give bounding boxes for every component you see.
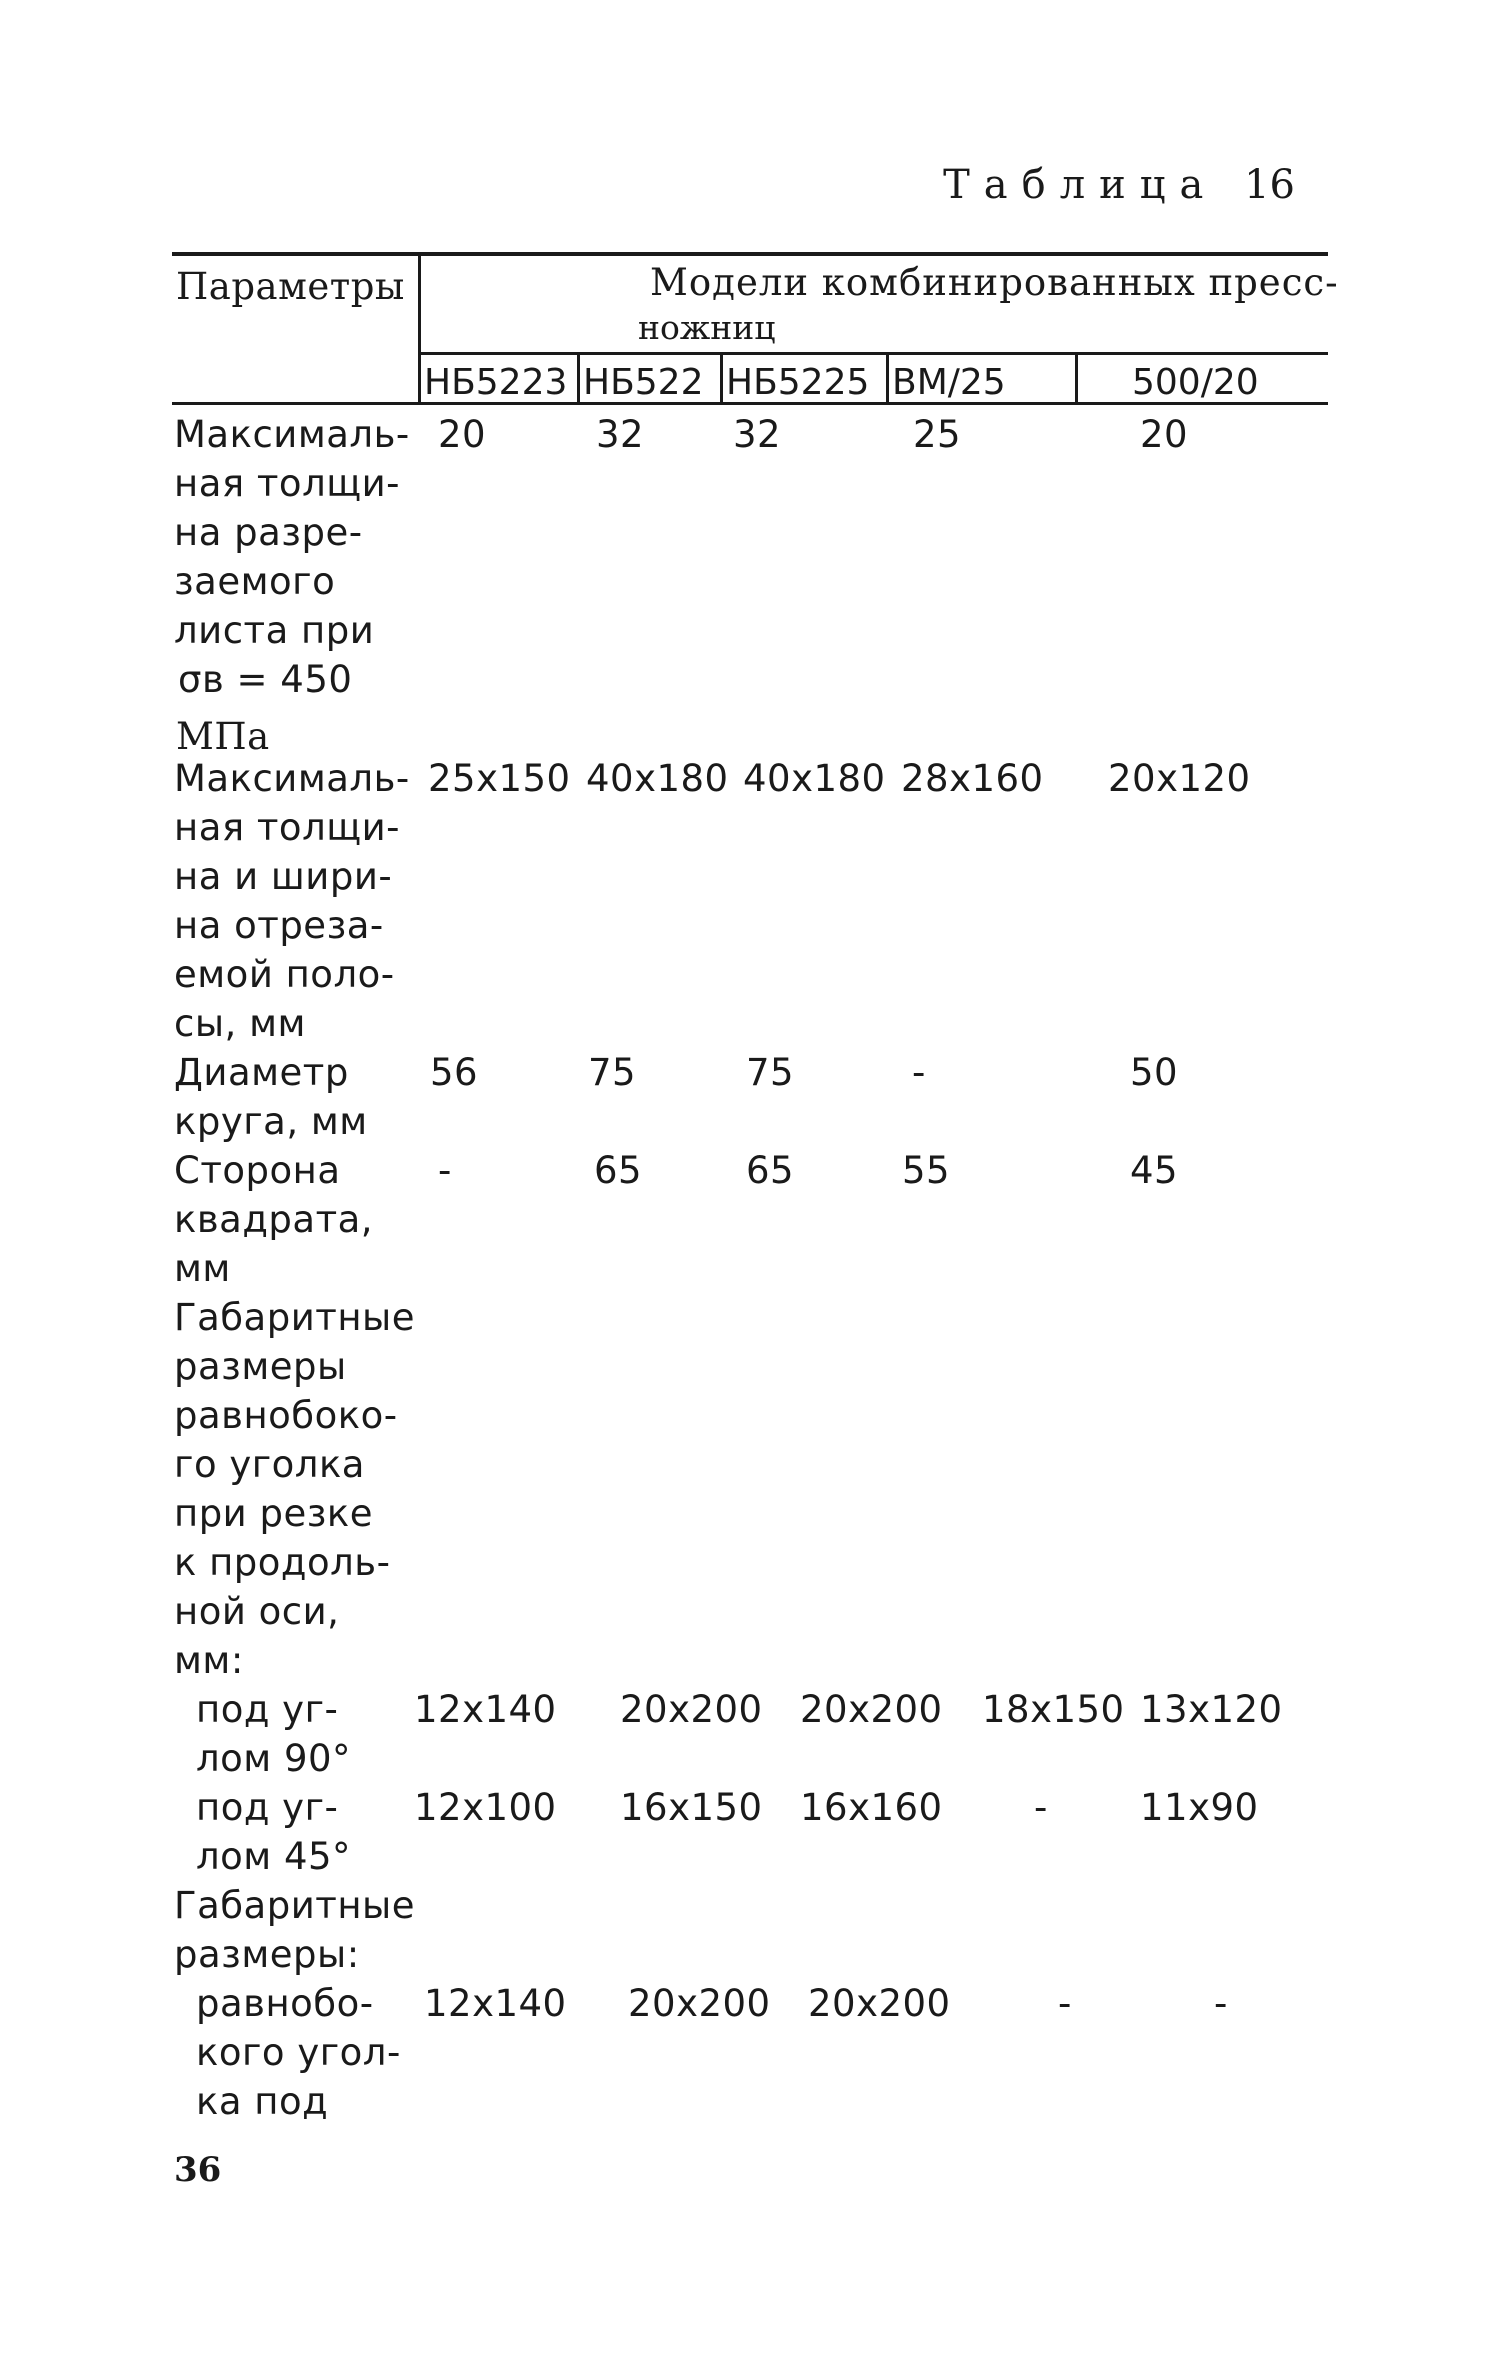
cell-value: 40x180 bbox=[586, 757, 729, 800]
cell-value: 13x120 bbox=[1140, 1688, 1283, 1731]
cell-value: 20x200 bbox=[808, 1982, 951, 2025]
models-header-line1: Модели комбинированных пресс- bbox=[650, 261, 1339, 304]
cell-value: 32 bbox=[733, 413, 782, 456]
cell-value: 50 bbox=[1130, 1051, 1179, 1094]
cell-value: - bbox=[1214, 1982, 1228, 2025]
cell-value: 12x100 bbox=[414, 1786, 557, 1829]
page-number: 36 bbox=[174, 2150, 222, 2190]
row-label-line: ная толщи- bbox=[174, 462, 400, 505]
cell-value: 20x200 bbox=[620, 1688, 763, 1731]
row-label-line: Сторона bbox=[174, 1149, 341, 1192]
row-label-line: ная толщи- bbox=[174, 806, 400, 849]
cell-value: 65 bbox=[746, 1149, 795, 1192]
row-label-line: Габаритные bbox=[174, 1884, 415, 1927]
row-label-line: на отреза- bbox=[174, 904, 384, 947]
params-header: Параметры bbox=[176, 265, 405, 308]
cell-value: 20x200 bbox=[800, 1688, 943, 1731]
row-label-line: ной оси, bbox=[174, 1590, 340, 1633]
col-header-4: ВМ/25 bbox=[892, 362, 1006, 403]
cell-value: 25 bbox=[913, 413, 962, 456]
row-label-line: Диаметр bbox=[174, 1051, 349, 1094]
cell-value: 40x180 bbox=[743, 757, 886, 800]
row-label-line: кого угол- bbox=[196, 2031, 401, 2074]
cell-value: 65 bbox=[594, 1149, 643, 1192]
row-label-line: емой поло- bbox=[174, 953, 395, 996]
row-label-line: заемого bbox=[174, 560, 336, 603]
cell-value: 20 bbox=[438, 413, 487, 456]
row-label-line: при резке bbox=[174, 1492, 374, 1535]
row-label-line: квадрата, bbox=[174, 1198, 374, 1241]
row-label-line: круга, мм bbox=[174, 1100, 368, 1143]
row-label-line: равнобо- bbox=[196, 1982, 374, 2025]
row-label-line: размеры bbox=[174, 1345, 347, 1388]
cell-value: 20x200 bbox=[628, 1982, 771, 2025]
cell-value: 11x90 bbox=[1140, 1786, 1259, 1829]
row-label-line: листа при bbox=[174, 609, 375, 652]
cell-value: 56 bbox=[430, 1051, 479, 1094]
cell-value: 20 bbox=[1140, 413, 1189, 456]
row-label-line: размеры: bbox=[174, 1933, 360, 1976]
row-label-line: мм: bbox=[174, 1639, 244, 1682]
caption-number: 16 bbox=[1244, 162, 1295, 208]
cell-value: 16x150 bbox=[620, 1786, 763, 1829]
row-label-line: сы, мм bbox=[174, 1002, 306, 1045]
cell-value: 12x140 bbox=[414, 1688, 557, 1731]
col-header-5: 500/20 bbox=[1132, 362, 1259, 403]
row-label-line: под уг- bbox=[196, 1786, 339, 1829]
cell-value: 28x160 bbox=[901, 757, 1044, 800]
row-label-line: Максималь- bbox=[174, 757, 410, 800]
cell-value: 20x120 bbox=[1108, 757, 1251, 800]
cell-value: 75 bbox=[746, 1051, 795, 1094]
row-label-line: го уголка bbox=[174, 1443, 365, 1486]
row-label-line: мм bbox=[174, 1247, 231, 1290]
cell-value: 55 bbox=[902, 1149, 951, 1192]
row-label-line: МПа bbox=[176, 715, 270, 758]
table-top-rule bbox=[172, 252, 1328, 256]
cell-value: - bbox=[912, 1051, 926, 1094]
cell-value: 25x150 bbox=[428, 757, 571, 800]
row-label-line: Максималь- bbox=[174, 413, 410, 456]
row-label-line: лом 45° bbox=[196, 1835, 352, 1878]
caption-word: Таблица bbox=[943, 162, 1218, 208]
cell-value: 18x150 bbox=[982, 1688, 1125, 1731]
cell-value: - bbox=[1034, 1786, 1048, 1829]
row-label-line: ка под bbox=[196, 2080, 329, 2123]
cell-value: - bbox=[438, 1149, 452, 1192]
row-label-line: лом 90° bbox=[196, 1737, 352, 1780]
cell-value: 45 bbox=[1130, 1149, 1179, 1192]
row-label-line: к продоль- bbox=[174, 1541, 391, 1584]
col-header-2: НБ522 bbox=[583, 362, 704, 403]
col-header-1: НБ5223 bbox=[424, 362, 568, 403]
row-label-line: на и шири- bbox=[174, 855, 393, 898]
col-header-3: НБ5225 bbox=[726, 362, 870, 403]
models-header-line2: ножниц bbox=[638, 308, 776, 347]
cell-value: 12x140 bbox=[424, 1982, 567, 2025]
cell-value: 75 bbox=[588, 1051, 637, 1094]
col-divider-2 bbox=[720, 354, 723, 402]
cell-value: 32 bbox=[596, 413, 645, 456]
header-vertical-rule bbox=[418, 256, 421, 404]
col-divider-4 bbox=[1075, 354, 1078, 402]
col-divider-1 bbox=[577, 354, 580, 402]
row-label-line: σв = 450 bbox=[178, 658, 353, 701]
row-label-line: на разре- bbox=[174, 511, 363, 554]
row-label-line: под уг- bbox=[196, 1688, 339, 1731]
models-under-rule bbox=[420, 352, 1328, 355]
table-caption bbox=[943, 162, 1295, 208]
row-label-line: Габаритные bbox=[174, 1296, 415, 1339]
cell-value: - bbox=[1058, 1982, 1072, 2025]
cell-value: 16x160 bbox=[800, 1786, 943, 1829]
row-label-line: равнобоко- bbox=[174, 1394, 398, 1437]
col-divider-3 bbox=[886, 354, 889, 402]
